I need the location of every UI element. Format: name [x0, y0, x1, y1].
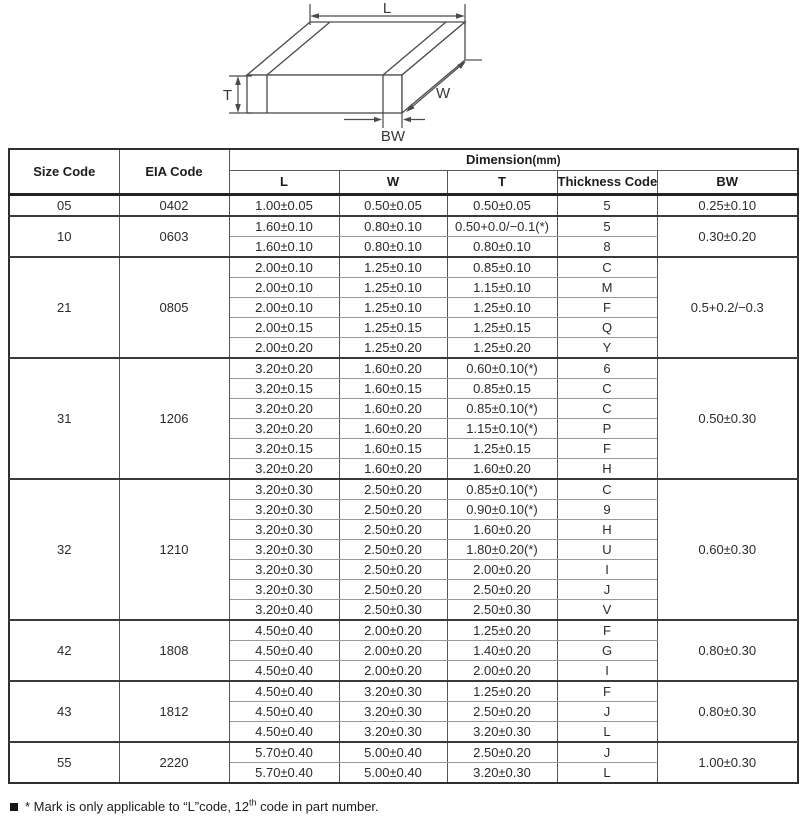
dimension-w-cell: 2.50±0.20: [339, 519, 447, 539]
bw-cell: 0.60±0.30: [657, 479, 798, 620]
dimension-l-cell: 3.20±0.30: [229, 559, 339, 579]
dimension-l-cell: 3.20±0.30: [229, 499, 339, 519]
eia-code-cell: 1812: [119, 681, 229, 742]
thickness-code-cell: M: [557, 277, 657, 297]
eia-code-cell: 0603: [119, 216, 229, 257]
thickness-code-cell: F: [557, 681, 657, 702]
chip-dimension-diagram: [0, 0, 805, 148]
dimension-t-cell: 0.80±0.10: [447, 236, 557, 257]
label-thickness: T: [222, 87, 232, 104]
dimension-w-cell: 0.80±0.10: [339, 216, 447, 237]
eia-code-cell: 1206: [119, 358, 229, 479]
dimension-t-cell: 0.85±0.15: [447, 378, 557, 398]
dimension-l-cell: 2.00±0.10: [229, 297, 339, 317]
dimension-w-cell: 1.60±0.20: [339, 458, 447, 479]
dimension-t-cell: 2.50±0.20: [447, 579, 557, 599]
thickness-code-cell: H: [557, 458, 657, 479]
dimension-w-cell: 2.50±0.20: [339, 479, 447, 500]
dimension-t-cell: 1.25±0.20: [447, 337, 557, 358]
dimension-w-cell: 2.50±0.20: [339, 499, 447, 519]
dimension-l-cell: 1.60±0.10: [229, 216, 339, 237]
dimension-t-cell: 0.85±0.10: [447, 257, 557, 278]
size-code-cell: 10: [9, 216, 119, 257]
header-t: T: [447, 170, 557, 194]
thickness-code-cell: Q: [557, 317, 657, 337]
dimension-w-cell: 2.50±0.30: [339, 599, 447, 620]
dimension-l-cell: 3.20±0.30: [229, 539, 339, 559]
dimension-l-cell: 4.50±0.40: [229, 660, 339, 681]
dimension-l-cell: 2.00±0.15: [229, 317, 339, 337]
eia-code-cell: 0805: [119, 257, 229, 358]
dimension-t-cell: 1.25±0.20: [447, 620, 557, 641]
thickness-code-cell: F: [557, 297, 657, 317]
table-row: [9, 620, 798, 641]
size-code-cell: 42: [9, 620, 119, 681]
thickness-code-cell: H: [557, 519, 657, 539]
dimension-l-cell: 3.20±0.40: [229, 599, 339, 620]
dimension-w-cell: 5.00±0.40: [339, 762, 447, 783]
bw-cell: 0.80±0.30: [657, 681, 798, 742]
dimension-w-cell: 2.00±0.20: [339, 620, 447, 641]
thickness-code-cell: J: [557, 742, 657, 763]
dimension-t-cell: 1.60±0.20: [447, 519, 557, 539]
dimension-l-cell: 2.00±0.10: [229, 277, 339, 297]
label-bandwidth: BW: [380, 128, 406, 145]
dimension-l-cell: 5.70±0.40: [229, 762, 339, 783]
bw-cell: 0.25±0.10: [657, 194, 798, 216]
dimension-l-cell: 3.20±0.20: [229, 458, 339, 479]
dimension-w-cell: 1.25±0.10: [339, 297, 447, 317]
dimension-w-cell: 1.60±0.15: [339, 438, 447, 458]
dimension-l-cell: 2.00±0.20: [229, 337, 339, 358]
dimension-l-cell: 4.50±0.40: [229, 640, 339, 660]
dimension-t-cell: 0.90±0.10(*): [447, 499, 557, 519]
dimension-w-cell: 1.60±0.20: [339, 418, 447, 438]
dimension-w-cell: 2.00±0.20: [339, 640, 447, 660]
dimension-l-cell: 3.20±0.15: [229, 378, 339, 398]
footnote-text: * Mark is only applicable to “L”code, 12th code in part number.: [25, 797, 379, 814]
dimension-t-cell: 2.50±0.20: [447, 742, 557, 763]
thickness-code-cell: F: [557, 438, 657, 458]
dimension-w-cell: 0.50±0.05: [339, 194, 447, 216]
size-code-cell: 43: [9, 681, 119, 742]
dimension-t-cell: 1.15±0.10(*): [447, 418, 557, 438]
dimension-l-cell: 3.20±0.20: [229, 418, 339, 438]
dimension-t-cell: 0.50±0.05: [447, 194, 557, 216]
header-w: W: [339, 170, 447, 194]
thickness-code-cell: I: [557, 660, 657, 681]
thickness-code-cell: 6: [557, 358, 657, 379]
dimension-l-cell: 4.50±0.40: [229, 620, 339, 641]
bw-cell: 0.30±0.20: [657, 216, 798, 257]
header-thickness-code: Thickness Code: [557, 170, 657, 194]
dimension-t-cell: 2.00±0.20: [447, 559, 557, 579]
dimension-l-cell: 3.20±0.20: [229, 358, 339, 379]
dimension-w-cell: 1.60±0.20: [339, 398, 447, 418]
dimension-l-cell: 4.50±0.40: [229, 681, 339, 702]
dimension-w-cell: 3.20±0.30: [339, 701, 447, 721]
dimension-t-cell: 1.40±0.20: [447, 640, 557, 660]
dimension-w-cell: 3.20±0.30: [339, 681, 447, 702]
thickness-code-cell: L: [557, 721, 657, 742]
header-dimension-unit: (mm): [532, 155, 561, 168]
table-row: [9, 358, 798, 379]
table-header: [9, 149, 798, 194]
header-dimension: [229, 149, 798, 170]
dimension-l-cell: 1.00±0.05: [229, 194, 339, 216]
thickness-code-cell: F: [557, 620, 657, 641]
dimension-l-cell: 5.70±0.40: [229, 742, 339, 763]
dimension-t-cell: 1.25±0.15: [447, 438, 557, 458]
thickness-code-cell: C: [557, 257, 657, 278]
table-body: [9, 194, 798, 783]
thickness-code-cell: I: [557, 559, 657, 579]
dimension-t-cell: 0.85±0.10(*): [447, 479, 557, 500]
header-dimension-word: Dimension: [465, 152, 533, 168]
dimension-w-cell: 2.50±0.20: [339, 579, 447, 599]
dimension-t-cell: 3.20±0.30: [447, 721, 557, 742]
dimension-t-cell: 2.50±0.20: [447, 701, 557, 721]
dimension-l-cell: 3.20±0.30: [229, 479, 339, 500]
dimension-t-cell: 1.25±0.15: [447, 317, 557, 337]
square-bullet-icon: [10, 803, 18, 811]
table-row: [9, 479, 798, 500]
dimension-w-cell: 3.20±0.30: [339, 721, 447, 742]
thickness-code-cell: C: [557, 378, 657, 398]
thickness-code-cell: J: [557, 579, 657, 599]
dimension-w-cell: 5.00±0.40: [339, 742, 447, 763]
table-row: [9, 681, 798, 702]
header-l: L: [229, 170, 339, 194]
dimension-t-cell: 2.00±0.20: [447, 660, 557, 681]
thickness-code-cell: 5: [557, 194, 657, 216]
thickness-code-cell: 8: [557, 236, 657, 257]
dimension-w-cell: 1.60±0.15: [339, 378, 447, 398]
eia-code-cell: 0402: [119, 194, 229, 216]
header-bw: BW: [657, 170, 798, 194]
bw-cell: 1.00±0.30: [657, 742, 798, 783]
dimension-t-cell: 0.60±0.10(*): [447, 358, 557, 379]
table-row: [9, 257, 798, 278]
size-code-cell: 31: [9, 358, 119, 479]
dimension-w-cell: 2.50±0.20: [339, 559, 447, 579]
dimension-t-cell: 1.25±0.10: [447, 297, 557, 317]
dimension-w-cell: 1.60±0.20: [339, 358, 447, 379]
eia-code-cell: 2220: [119, 742, 229, 783]
dimension-t-cell: 2.50±0.30: [447, 599, 557, 620]
dimension-l-cell: 2.00±0.10: [229, 257, 339, 278]
dimension-l-cell: 4.50±0.40: [229, 721, 339, 742]
thickness-code-cell: V: [557, 599, 657, 620]
thickness-code-cell: U: [557, 539, 657, 559]
label-width: W: [436, 85, 451, 102]
thickness-code-cell: G: [557, 640, 657, 660]
dimension-t-cell: 1.80±0.20(*): [447, 539, 557, 559]
dimension-w-cell: 1.25±0.15: [339, 317, 447, 337]
bw-cell: 0.50±0.30: [657, 358, 798, 479]
dimension-w-cell: 2.00±0.20: [339, 660, 447, 681]
dimension-t-cell: 1.60±0.20: [447, 458, 557, 479]
dimension-l-cell: 3.20±0.20: [229, 398, 339, 418]
dimension-l-cell: 1.60±0.10: [229, 236, 339, 257]
dimension-w-cell: 0.80±0.10: [339, 236, 447, 257]
thickness-code-cell: C: [557, 398, 657, 418]
eia-code-cell: 1808: [119, 620, 229, 681]
size-code-cell: 05: [9, 194, 119, 216]
dimension-w-cell: 1.25±0.10: [339, 257, 447, 278]
dimension-w-cell: 1.25±0.10: [339, 277, 447, 297]
dimension-t-cell: 0.50+0.0/−0.1(*): [447, 216, 557, 237]
thickness-code-cell: J: [557, 701, 657, 721]
size-code-cell: 32: [9, 479, 119, 620]
table-row: [9, 216, 798, 237]
thickness-code-cell: C: [557, 479, 657, 500]
dimension-l-cell: 3.20±0.15: [229, 438, 339, 458]
label-length: L: [382, 0, 392, 17]
dimension-table: [8, 148, 799, 784]
chip-body: [247, 22, 465, 113]
dimension-w-cell: 2.50±0.20: [339, 539, 447, 559]
footnote: [10, 799, 790, 814]
thickness-code-cell: L: [557, 762, 657, 783]
bw-cell: 0.80±0.30: [657, 620, 798, 681]
dimension-w-cell: 1.25±0.20: [339, 337, 447, 358]
bw-cell: 0.5+0.2/−0.3: [657, 257, 798, 358]
header-eia-code: EIA Code: [119, 149, 229, 194]
dimension-t-cell: 1.25±0.20: [447, 681, 557, 702]
size-code-cell: 55: [9, 742, 119, 783]
eia-code-cell: 1210: [119, 479, 229, 620]
dimension-l-cell: 3.20±0.30: [229, 519, 339, 539]
thickness-code-cell: Y: [557, 337, 657, 358]
table-row: [9, 194, 798, 216]
thickness-code-cell: P: [557, 418, 657, 438]
dimension-t-cell: 0.85±0.10(*): [447, 398, 557, 418]
thickness-code-cell: 5: [557, 216, 657, 237]
thickness-code-cell: 9: [557, 499, 657, 519]
size-code-cell: 21: [9, 257, 119, 358]
dimension-l-cell: 4.50±0.40: [229, 701, 339, 721]
dimension-t-cell: 3.20±0.30: [447, 762, 557, 783]
dimension-t-cell: 1.15±0.10: [447, 277, 557, 297]
header-size-code: Size Code: [9, 149, 119, 194]
table-row: [9, 742, 798, 763]
dimension-l-cell: 3.20±0.30: [229, 579, 339, 599]
